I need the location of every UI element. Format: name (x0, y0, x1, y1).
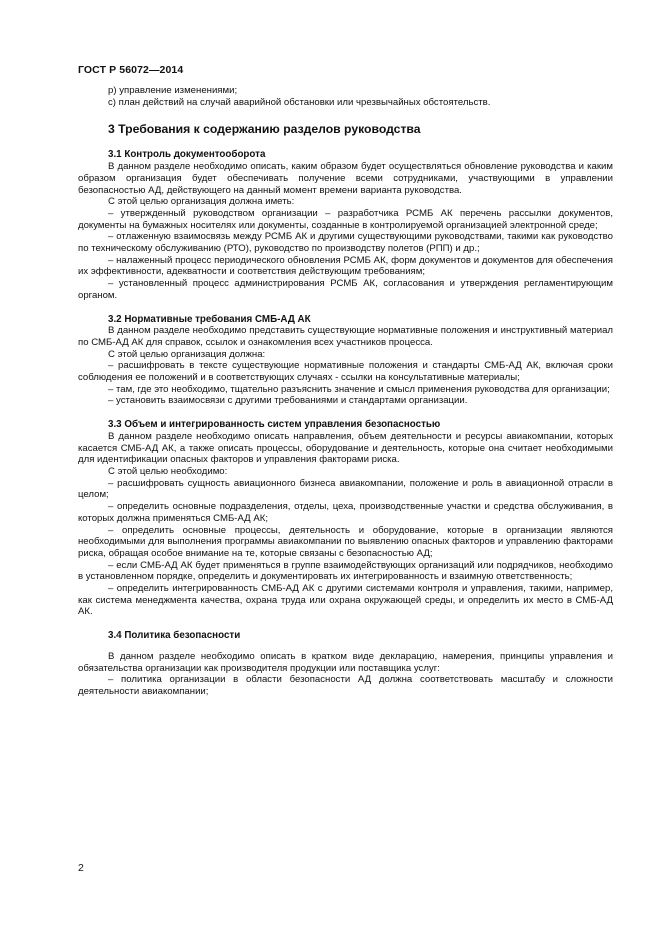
list-item: – отлаженную взаимосвязь между РСМБ АК и другими существующими руководствами, такими как руководство по техническому обслуживанию (РТО), руководство по производству полетов (РПП) и др.; (78, 231, 613, 255)
list-item: – установить взаимосвязи с другими требованиями и стандартами организации. (108, 395, 468, 407)
document-header: ГОСТ Р 56072—2014 (78, 64, 184, 76)
subsection-3-3-title: 3.3 Объем и интегрированность систем управления безопасностью (108, 419, 441, 431)
subsection-3-1-title: 3.1 Контроль документооборота (108, 149, 266, 161)
list-item: – если СМБ-АД АК будет применяться в группе взаимодействующих организаций или подрядчиков, необходимо в установленном порядке, определить и документировать их интегрированность и взаимную ответственность; (78, 559, 613, 583)
list-item: – расшифровать в тексте существующие нормативные положения и стандарты СМБ-АД АК, включая сроки соблюдения ее положений и в соответствующих случаях - ссылки на консультативные материалы; (78, 360, 613, 384)
list-item: – расшифровать сущность авиационного бизнеса авиакомпании, положение и роль в авиационной отрасли в целом; (78, 477, 613, 501)
subsection-3-3-lead: С этой целью необходимо: (108, 465, 228, 477)
list-item: – определить интегрированность СМБ-АД АК с другими системами контроля и управления, такими, например, как система менеджмента качества, охрана труда или охрана окружающей среды, и определить их место в СМБ-АД АК. (78, 583, 613, 618)
page-number: 2 (78, 862, 84, 874)
list-item-s: с) план действий на случай аварийной обстановки или чрезвычайных обстоятельств. (108, 96, 491, 108)
section-3-title: 3 Требования к содержанию разделов руководства (108, 122, 421, 137)
subsection-3-1-lead: С этой целью организация должна иметь: (108, 196, 295, 208)
subsection-3-2-title: 3.2 Нормативные требования СМБ-АД АК (108, 313, 311, 325)
subsection-3-3-intro: В данном разделе необходимо описать направления, объем деятельности и ресурсы авиакомпании, которых касается СМБ-АД АК, а также описать процессы, оборудование и деятельность, которые она считает необходимыми для идентификации опасных факторов и управления факторами риска. (78, 430, 613, 466)
list-item: – определить основные подразделения, отделы, цеха, производственные участки и средства обслуживания, в которых должна применяться СМБ-АД АК; (78, 501, 613, 524)
document-body (78, 85, 613, 698)
list-item-r: р) управление изменениями; (108, 85, 238, 96)
list-item: – утвержденный руководством организации – разработчика РСМБ АК перечень рассылки документов, документы на бумажных носителях или документы, созданные в контролируемой организацией электронной среде; (78, 207, 613, 231)
list-item: – там, где это необходимо, тщательно разъяснить значение и смысл применения руководства для организации; (108, 383, 610, 395)
subsection-3-2-lead: С этой целью организация должна: (108, 348, 266, 360)
subsection-3-4-intro: В данном разделе необходимо описать в кратком виде декларацию, намерения, принципы управления и обязательства организации как производителя продукции или поставщика услуг: (78, 650, 613, 674)
list-item: – политика организации в области безопасности АД должна соответствовать масштабу и сложности деятельности авиакомпании; (78, 674, 613, 697)
list-item: – определить основные процессы, деятельность и оборудование, которые в организации являются необходимыми для выполнения программы авиакомпании по выявлению опасных факторов и управлению факторами риска, обращая особое внимание на те, которые связаны с безопасностью АД; (78, 524, 613, 559)
list-item: – налаженный процесс периодического обновления РСМБ АК, форм документов и документов для обеспечения их эффективности, адекватности и соответствия действующим требованиям; (78, 254, 613, 278)
list-item: – установленный процесс администрирования РСМБ АК, согласования и утверждения регламентирующим органом. (78, 278, 613, 301)
subsection-3-4-title: 3.4 Политика безопасности (108, 630, 241, 642)
subsection-3-2-intro: В данном разделе необходимо представить существующие нормативные положения и инструктивный материал по СМБ-АД АК для справок, ссылок и ознакомления всех участников процесса. (78, 325, 613, 348)
subsection-3-1-intro: В данном разделе необходимо описать, каким образом будет осуществляться обновление руководства и каким образом организация будет обеспечивать получение всеми сотрудниками, участвующими в управлении безопасностью АД, действующего на данный момент времени варианта руководства. (78, 161, 613, 196)
